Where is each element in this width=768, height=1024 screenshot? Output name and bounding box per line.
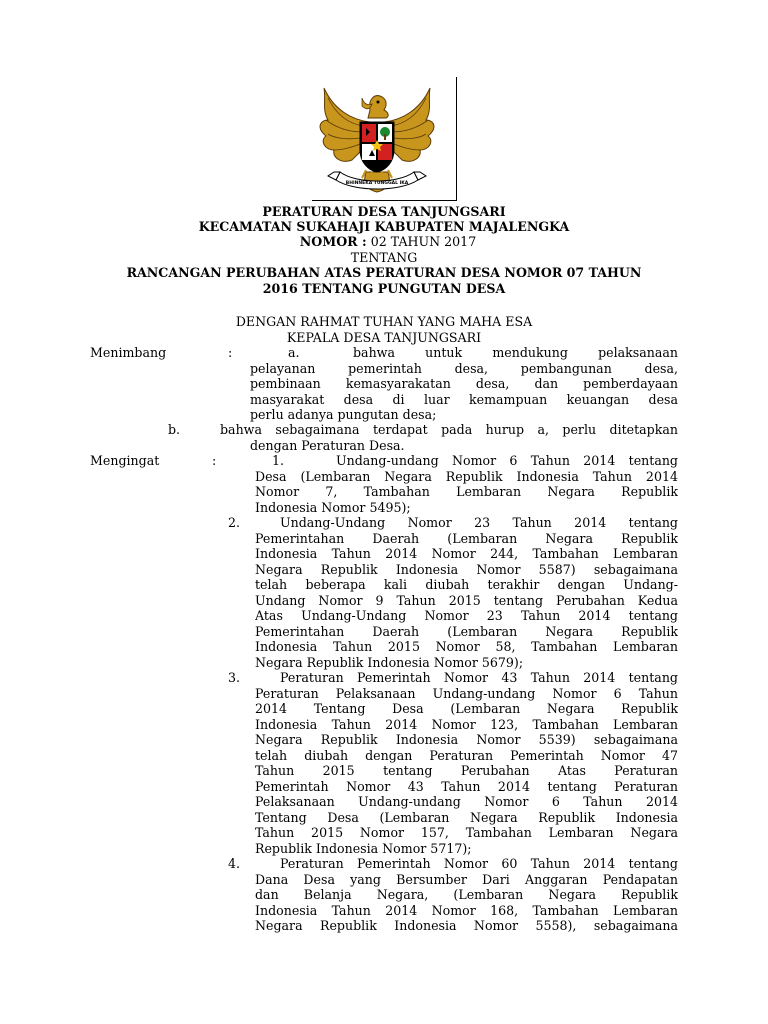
mengingat-colon: :	[212, 453, 217, 468]
line: pembinaan kemasyarakatan desa, dan pemberdayaan	[250, 376, 678, 391]
mengingat-4-marker: 4.	[228, 856, 241, 871]
line: pelayanan pemerintah desa, pembangunan desa,	[250, 360, 678, 376]
menimbang-a-body	[250, 361, 678, 423]
menimbang-b-first	[220, 422, 678, 438]
preamble-line-1: DENGAN RAHMAT TUHAN YANG MAHA ESA	[235, 314, 533, 329]
line: Desa (Lembaran Negara Republik Indonesia Tahun 2014	[255, 468, 678, 484]
line: Negara Republik Indonesia Nomor 5587) sebagaimana	[255, 561, 678, 577]
line: Undang Nomor 9 Tahun 2015 tentang Perubahan Kedua	[255, 592, 678, 608]
menimbang-a-marker: a.	[288, 345, 300, 360]
menimbang-a-first	[353, 345, 678, 361]
line: Pemerintahan Daerah (Lembaran Negara Republik	[255, 530, 678, 546]
line: dengan Peraturan Desa.	[250, 437, 405, 453]
line: Peraturan Pemerintah Nomor 60 Tahun 2014 tentang	[280, 856, 678, 871]
nomor-label: NOMOR :	[299, 234, 367, 249]
mengingat-1-marker: 1.	[272, 453, 285, 468]
mengingat-3-first	[280, 670, 678, 686]
mengingat-label: Mengingat	[90, 453, 160, 468]
line: Negara Republik Indonesia Nomor 5539) sebagaimana	[255, 732, 678, 747]
mengingat-2-body	[255, 531, 678, 671]
menimbang-label: Menimbang	[90, 345, 167, 360]
line: Republik Indonesia Nomor 5717);	[255, 840, 472, 856]
line: Indonesia Nomor 5495);	[255, 499, 411, 515]
menimbang-colon: :	[228, 345, 233, 360]
regulation-title: PERATURAN DESA TANJUNGSARI	[262, 204, 506, 219]
line: telah beberapa kali diubah terakhir dengan Undang-	[255, 577, 678, 592]
line: bahwa untuk mendukung pelaksanaan	[353, 345, 678, 360]
line: 2014 Tentang Desa (Lembaran Negara Republik	[255, 701, 678, 716]
menimbang-b-body	[250, 438, 678, 454]
frame-line-vertical	[456, 77, 457, 201]
line: Peraturan Pelaksanaan Undang-undang Nomor 6 Tahun	[255, 685, 678, 701]
line: Undang-Undang Nomor 23 Tahun 2014 tentang	[280, 515, 678, 530]
frame-line-horizontal	[312, 200, 457, 201]
mengingat-3-body	[255, 686, 678, 857]
menimbang-b-marker: b.	[168, 422, 181, 437]
line: Indonesia Tahun 2014 Nomor 168, Tambahan Lembaran	[255, 902, 678, 918]
line: Dana Desa yang Bersumber Dari Anggaran Pendapatan	[255, 871, 678, 887]
district-line: KECAMATAN SUKAHAJI KABUPATEN MAJALENGKA	[198, 219, 570, 234]
subject-line-1: RANCANGAN PERUBAHAN ATAS PERATURAN DESA NOMOR 07 TAHUN	[126, 265, 642, 280]
mengingat-3-marker: 3.	[228, 670, 241, 685]
line: Pemerintah Nomor 43 Tahun 2014 tentang Peraturan	[255, 778, 678, 794]
line: Indonesia Tahun 2014 Nomor 244, Tambahan Lembaran	[255, 546, 678, 561]
line: Negara Republik Indonesia Nomor 5679);	[255, 654, 524, 670]
line: masyarakat desa di luar kemampuan keuangan desa	[250, 391, 678, 407]
regulation-number	[0, 234, 768, 249]
line: telah diubah dengan Peraturan Pemerintah Nomor 47	[255, 747, 678, 763]
mengingat-2-first	[280, 515, 678, 531]
mengingat-4-body	[255, 872, 678, 934]
line: Pemerintahan Daerah (Lembaran Negara Republik	[255, 623, 678, 639]
line: Pelaksanaan Undang-undang Nomor 6 Tahun 2014	[255, 794, 678, 809]
nomor-value: 02 TAHUN 2017	[370, 234, 477, 249]
mengingat-4-first	[280, 856, 678, 872]
line: bahwa sebagaimana terdapat pada hurup a, perlu ditetapkan	[220, 422, 678, 437]
line: Indonesia Tahun 2014 Nomor 123, Tambahan Lembaran	[255, 716, 678, 732]
mengingat-1-body	[255, 469, 678, 516]
line: Tentang Desa (Lembaran Negara Republik Indonesia	[255, 809, 678, 825]
line: Undang-undang Nomor 6 Tahun 2014 tentang	[336, 453, 678, 468]
garuda-pancasila-emblem	[312, 80, 442, 200]
line: Peraturan Pemerintah Nomor 43 Tahun 2014 tentang	[280, 670, 678, 685]
line: Nomor 7, Tambahan Lembaran Negara Republik	[255, 484, 678, 499]
line: perlu adanya pungutan desa;	[250, 407, 437, 422]
mengingat-2-marker: 2.	[228, 515, 241, 530]
preamble-line-2: KEPALA DESA TANJUNGSARI	[286, 330, 482, 345]
line: Indonesia Tahun 2015 Nomor 58, Tambahan Lembaran	[255, 639, 678, 654]
emblem-motto: BHINNEKA TUNGGAL IKA	[345, 181, 409, 186]
subject-line-2: 2016 TENTANG PUNGUTAN DESA	[262, 281, 506, 296]
line: Tahun 2015 Nomor 157, Tambahan Lembaran Negara	[255, 825, 678, 840]
line: Tahun 2015 tentang Perubahan Atas Peraturan	[255, 763, 678, 778]
line: dan Belanja Negara, (Lembaran Negara Republik	[255, 887, 678, 902]
line: Negara Republik Indonesia Nomor 5558), sebagaimana	[255, 918, 678, 933]
line: Atas Undang-Undang Nomor 23 Tahun 2014 tentang	[255, 608, 678, 623]
tentang-line: TENTANG	[350, 250, 418, 265]
mengingat-1-first	[336, 453, 678, 469]
